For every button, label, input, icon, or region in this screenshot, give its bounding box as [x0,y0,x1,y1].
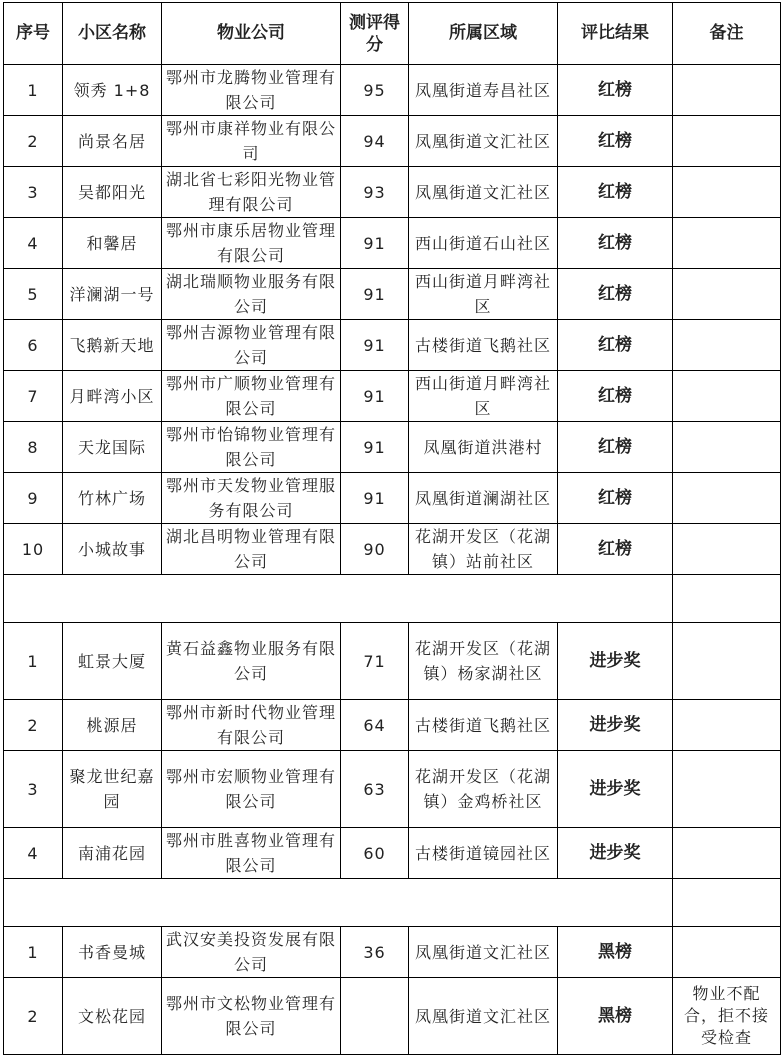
cell-seq: 1 [4,927,63,978]
cell-score: 91 [341,473,409,524]
cell-seq: 2 [4,978,63,1055]
cell-seq: 8 [4,422,63,473]
cell-result: 黑榜 [558,927,673,978]
cell-company: 湖北昌明物业管理有限公司 [162,524,341,575]
table-row [4,65,781,116]
table-row [4,927,781,978]
separator-cell [4,575,673,623]
cell-area: 古楼街道飞鹅社区 [409,320,558,371]
cell-seq: 3 [4,167,63,218]
cell-area: 西山街道石山社区 [409,218,558,269]
cell-score: 91 [341,422,409,473]
cell-seq: 2 [4,116,63,167]
cell-seq: 6 [4,320,63,371]
header-company: 物业公司 [162,3,341,65]
cell-result: 进步奖 [558,700,673,751]
cell-name: 桃源居 [63,700,162,751]
cell-company: 鄂州市文松物业管理有限公司 [162,978,341,1055]
cell-name: 飞鹅新天地 [63,320,162,371]
cell-company: 鄂州市新时代物业管理有限公司 [162,700,341,751]
cell-remark [673,927,781,978]
header-name: 小区名称 [63,3,162,65]
cell-company: 湖北瑞顺物业服务有限公司 [162,269,341,320]
cell-company: 鄂州市天发物业管理服务有限公司 [162,473,341,524]
cell-name: 书香曼城 [63,927,162,978]
cell-result: 红榜 [558,65,673,116]
cell-area: 凤凰街道澜湖社区 [409,473,558,524]
cell-remark [673,524,781,575]
cell-company: 鄂州市康乐居物业管理有限公司 [162,218,341,269]
cell-area: 花湖开发区（花湖镇）杨家湖社区 [409,623,558,700]
cell-remark [673,116,781,167]
separator-remark-cell [673,879,781,927]
cell-company: 鄂州市龙腾物业管理有限公司 [162,65,341,116]
cell-remark [673,320,781,371]
cell-remark [673,828,781,879]
cell-area: 古楼街道飞鹅社区 [409,700,558,751]
cell-area: 凤凰街道文汇社区 [409,116,558,167]
cell-name: 文松花园 [63,978,162,1055]
cell-name: 尚景名居 [63,116,162,167]
cell-result: 红榜 [558,473,673,524]
cell-score: 71 [341,623,409,700]
cell-score: 91 [341,269,409,320]
header-row [4,3,781,65]
cell-company: 黄石益鑫物业服务有限公司 [162,623,341,700]
cell-area: 凤凰街道洪港村 [409,422,558,473]
header-seq: 序号 [4,3,63,65]
cell-remark [673,422,781,473]
separator-cell [4,879,673,927]
header-result: 评比结果 [558,3,673,65]
header-area: 所属区域 [409,3,558,65]
cell-name: 虹景大厦 [63,623,162,700]
cell-remark [673,65,781,116]
table-row [4,116,781,167]
cell-score: 95 [341,65,409,116]
cell-score: 93 [341,167,409,218]
cell-seq: 5 [4,269,63,320]
cell-name: 领秀 1+8 [63,65,162,116]
cell-company: 鄂州市广顺物业管理有限公司 [162,371,341,422]
cell-score: 91 [341,371,409,422]
cell-name: 南浦花园 [63,828,162,879]
cell-score: 64 [341,700,409,751]
cell-name: 天龙国际 [63,422,162,473]
separator-remark-cell [673,575,781,623]
cell-result: 红榜 [558,167,673,218]
cell-result: 进步奖 [558,623,673,700]
cell-area: 西山街道月畔湾社区 [409,371,558,422]
cell-remark [673,700,781,751]
cell-company: 鄂州市宏顺物业管理有限公司 [162,751,341,828]
cell-result: 红榜 [558,422,673,473]
cell-score: 91 [341,320,409,371]
cell-name: 小城故事 [63,524,162,575]
cell-remark [673,623,781,700]
cell-area: 古楼街道镜园社区 [409,828,558,879]
table-row [4,473,781,524]
section-separator-row [4,879,781,927]
table-row [4,751,781,828]
cell-area: 凤凰街道文汇社区 [409,167,558,218]
cell-seq: 3 [4,751,63,828]
cell-seq: 2 [4,700,63,751]
cell-remark [673,167,781,218]
cell-company: 鄂州市胜喜物业管理有限公司 [162,828,341,879]
cell-score: 90 [341,524,409,575]
cell-result: 进步奖 [558,751,673,828]
cell-score: 36 [341,927,409,978]
table-row [4,320,781,371]
cell-company: 鄂州市怡锦物业管理有限公司 [162,422,341,473]
cell-company: 鄂州吉源物业管理有限公司 [162,320,341,371]
cell-seq: 1 [4,65,63,116]
cell-area: 凤凰街道文汇社区 [409,927,558,978]
table-row [4,978,781,1055]
cell-score: 91 [341,218,409,269]
table-row [4,700,781,751]
cell-result: 红榜 [558,320,673,371]
cell-seq: 9 [4,473,63,524]
cell-area: 花湖开发区（花湖镇）金鸡桥社区 [409,751,558,828]
cell-result: 红榜 [558,524,673,575]
table-row [4,218,781,269]
cell-result: 红榜 [558,269,673,320]
cell-name: 吴都阳光 [63,167,162,218]
cell-area: 西山街道月畔湾社区 [409,269,558,320]
cell-remark [673,218,781,269]
cell-name: 竹林广场 [63,473,162,524]
cell-seq: 4 [4,218,63,269]
cell-score: 60 [341,828,409,879]
cell-seq: 7 [4,371,63,422]
header-remark: 备注 [673,3,781,65]
cell-remark [673,473,781,524]
cell-name: 和馨居 [63,218,162,269]
cell-name: 洋澜湖一号 [63,269,162,320]
cell-company: 鄂州市康祥物业有限公司 [162,116,341,167]
cell-name: 聚龙世纪嘉园 [63,751,162,828]
table-row [4,524,781,575]
cell-remark: 物业不配合，拒不接受检查 [673,978,781,1055]
cell-area: 凤凰街道寿昌社区 [409,65,558,116]
cell-remark [673,269,781,320]
cell-name: 月畔湾小区 [63,371,162,422]
cell-result: 红榜 [558,371,673,422]
table-row [4,422,781,473]
cell-company: 湖北省七彩阳光物业管理有限公司 [162,167,341,218]
cell-remark [673,371,781,422]
section-separator-row [4,575,781,623]
cell-area: 凤凰街道文汇社区 [409,978,558,1055]
cell-area: 花湖开发区（花湖镇）站前社区 [409,524,558,575]
table-row [4,828,781,879]
cell-company: 武汉安美投资发展有限公司 [162,927,341,978]
table-row [4,623,781,700]
table-row [4,371,781,422]
cell-seq: 10 [4,524,63,575]
table-row [4,167,781,218]
table-row [4,269,781,320]
header-score: 测评得分 [341,3,409,65]
cell-seq: 1 [4,623,63,700]
cell-result: 黑榜 [558,978,673,1055]
table-body [4,65,781,1055]
cell-result: 进步奖 [558,828,673,879]
cell-score: 63 [341,751,409,828]
property-ranking-table [3,2,781,1055]
cell-score [341,978,409,1055]
cell-result: 红榜 [558,116,673,167]
cell-score: 94 [341,116,409,167]
cell-result: 红榜 [558,218,673,269]
cell-remark [673,751,781,828]
cell-seq: 4 [4,828,63,879]
